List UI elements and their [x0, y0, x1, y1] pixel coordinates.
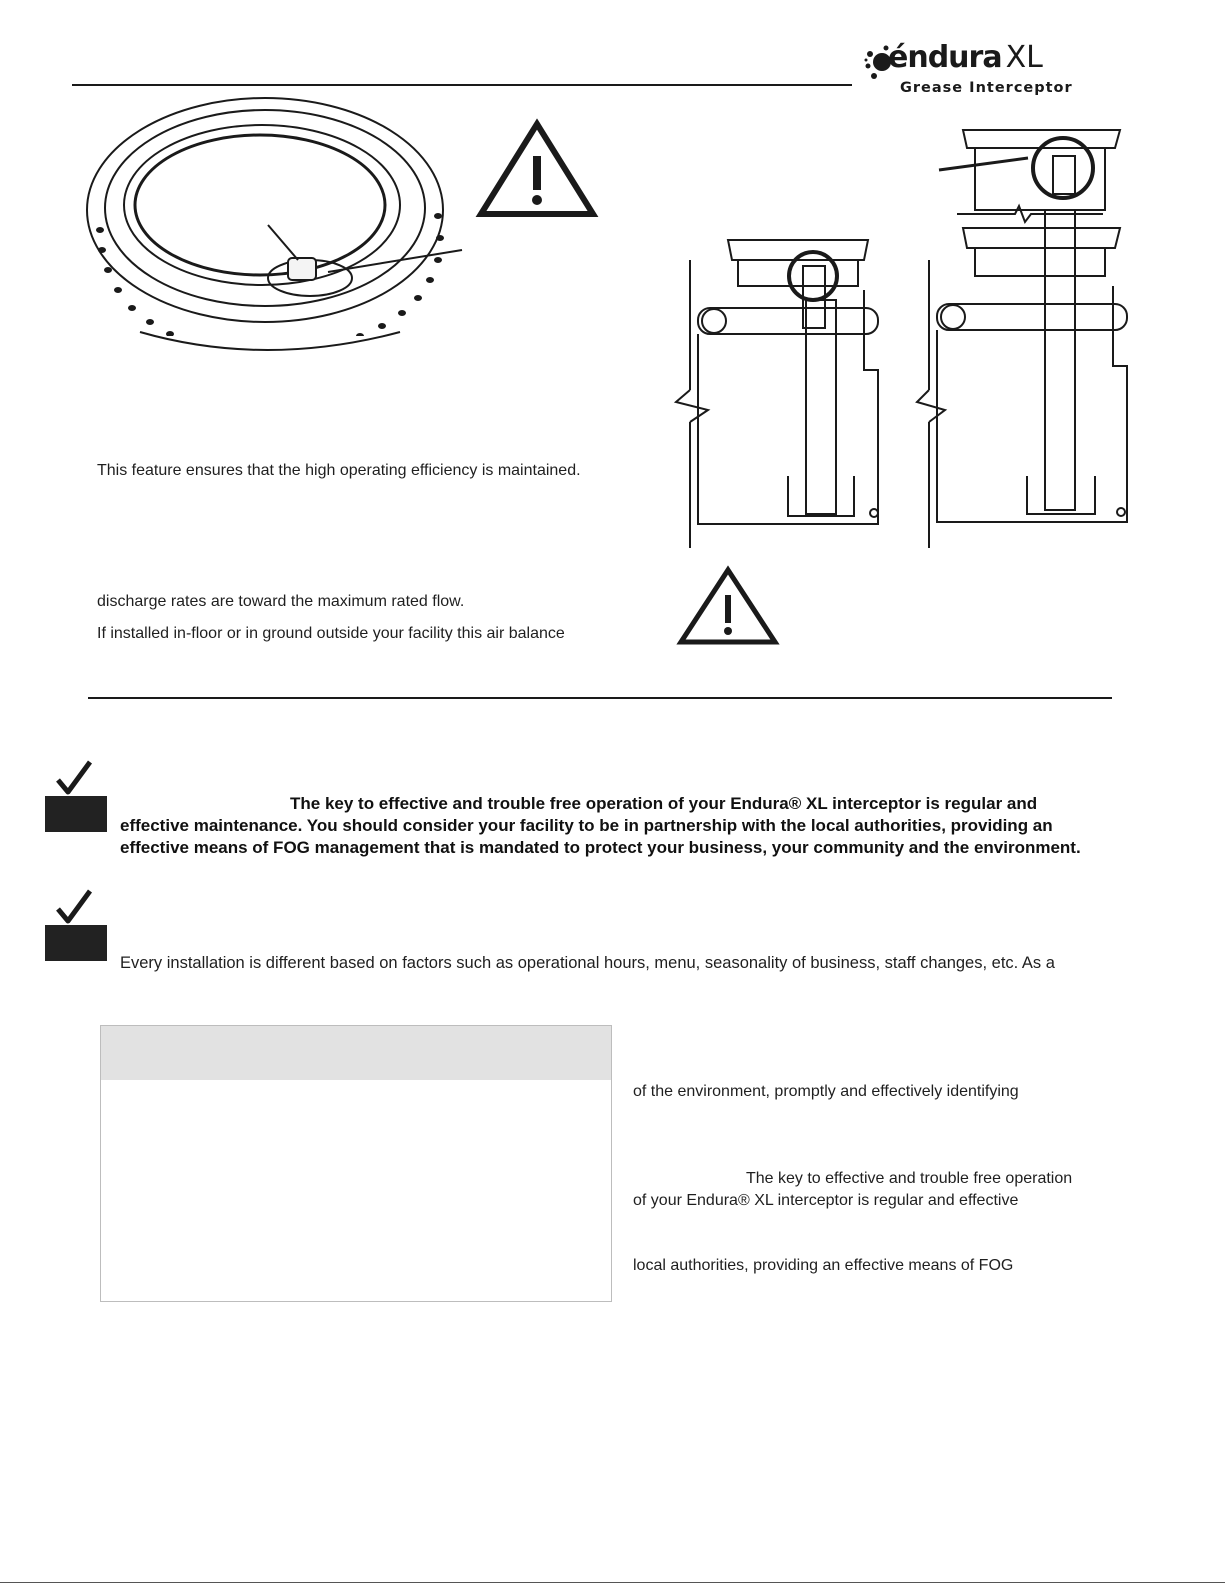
environment-text: of the environment, promptly and effectively identifying — [633, 1083, 1019, 1100]
local-authorities-text: local authorities, providing an effective means of FOG — [633, 1257, 1014, 1274]
maintenance-bold-line-1: The key to effective and trouble free operation of your Endura® XL interceptor is regular and — [290, 794, 1038, 813]
maintenance-bold-line-2: effective maintenance. You should consider your facility to be in partnership with the local authorities, providing an — [120, 816, 1053, 835]
check-icon — [54, 889, 94, 925]
installation-text: Every installation is different based on factors such as operational hours, menu, seasonality of business, staff changes, etc. As a — [120, 954, 1055, 972]
warning-triangle-icon — [475, 118, 599, 218]
brand-tagline: Grease Interceptor — [900, 80, 1073, 96]
section-divider — [88, 697, 1112, 699]
checklist-marker — [45, 925, 107, 961]
brand-logo — [866, 40, 1086, 100]
efficiency-text: This feature ensures that the high operating efficiency is maintained. — [97, 462, 581, 479]
sidebar-box — [100, 1025, 612, 1302]
endura-maintenance-text: of your Endura® XL interceptor is regular and effective — [633, 1192, 1019, 1209]
interceptor-lid-illustration — [80, 100, 480, 360]
header-rule — [72, 84, 852, 86]
brand-word: éndura — [888, 40, 1002, 75]
warning-triangle-icon — [676, 565, 780, 647]
footer-rule — [0, 1582, 1225, 1583]
checklist-marker — [45, 796, 107, 832]
discharge-rates-text: discharge rates are toward the maximum rated flow. — [97, 593, 465, 610]
sidebar-header — [101, 1026, 611, 1080]
air-balance-text: If installed in-floor or in ground outside your facility this air balance — [97, 625, 565, 642]
cross-section-diagram-floor — [668, 230, 888, 550]
key-operation-text: The key to effective and trouble free operation — [746, 1170, 1073, 1187]
check-icon — [54, 760, 94, 796]
maintenance-bold-line-3: effective means of FOG management that is mandated to protect your business, your community and the environment. — [120, 838, 1081, 857]
cross-section-diagram-extended — [915, 110, 1145, 550]
brand-suffix: XL — [1005, 40, 1043, 75]
